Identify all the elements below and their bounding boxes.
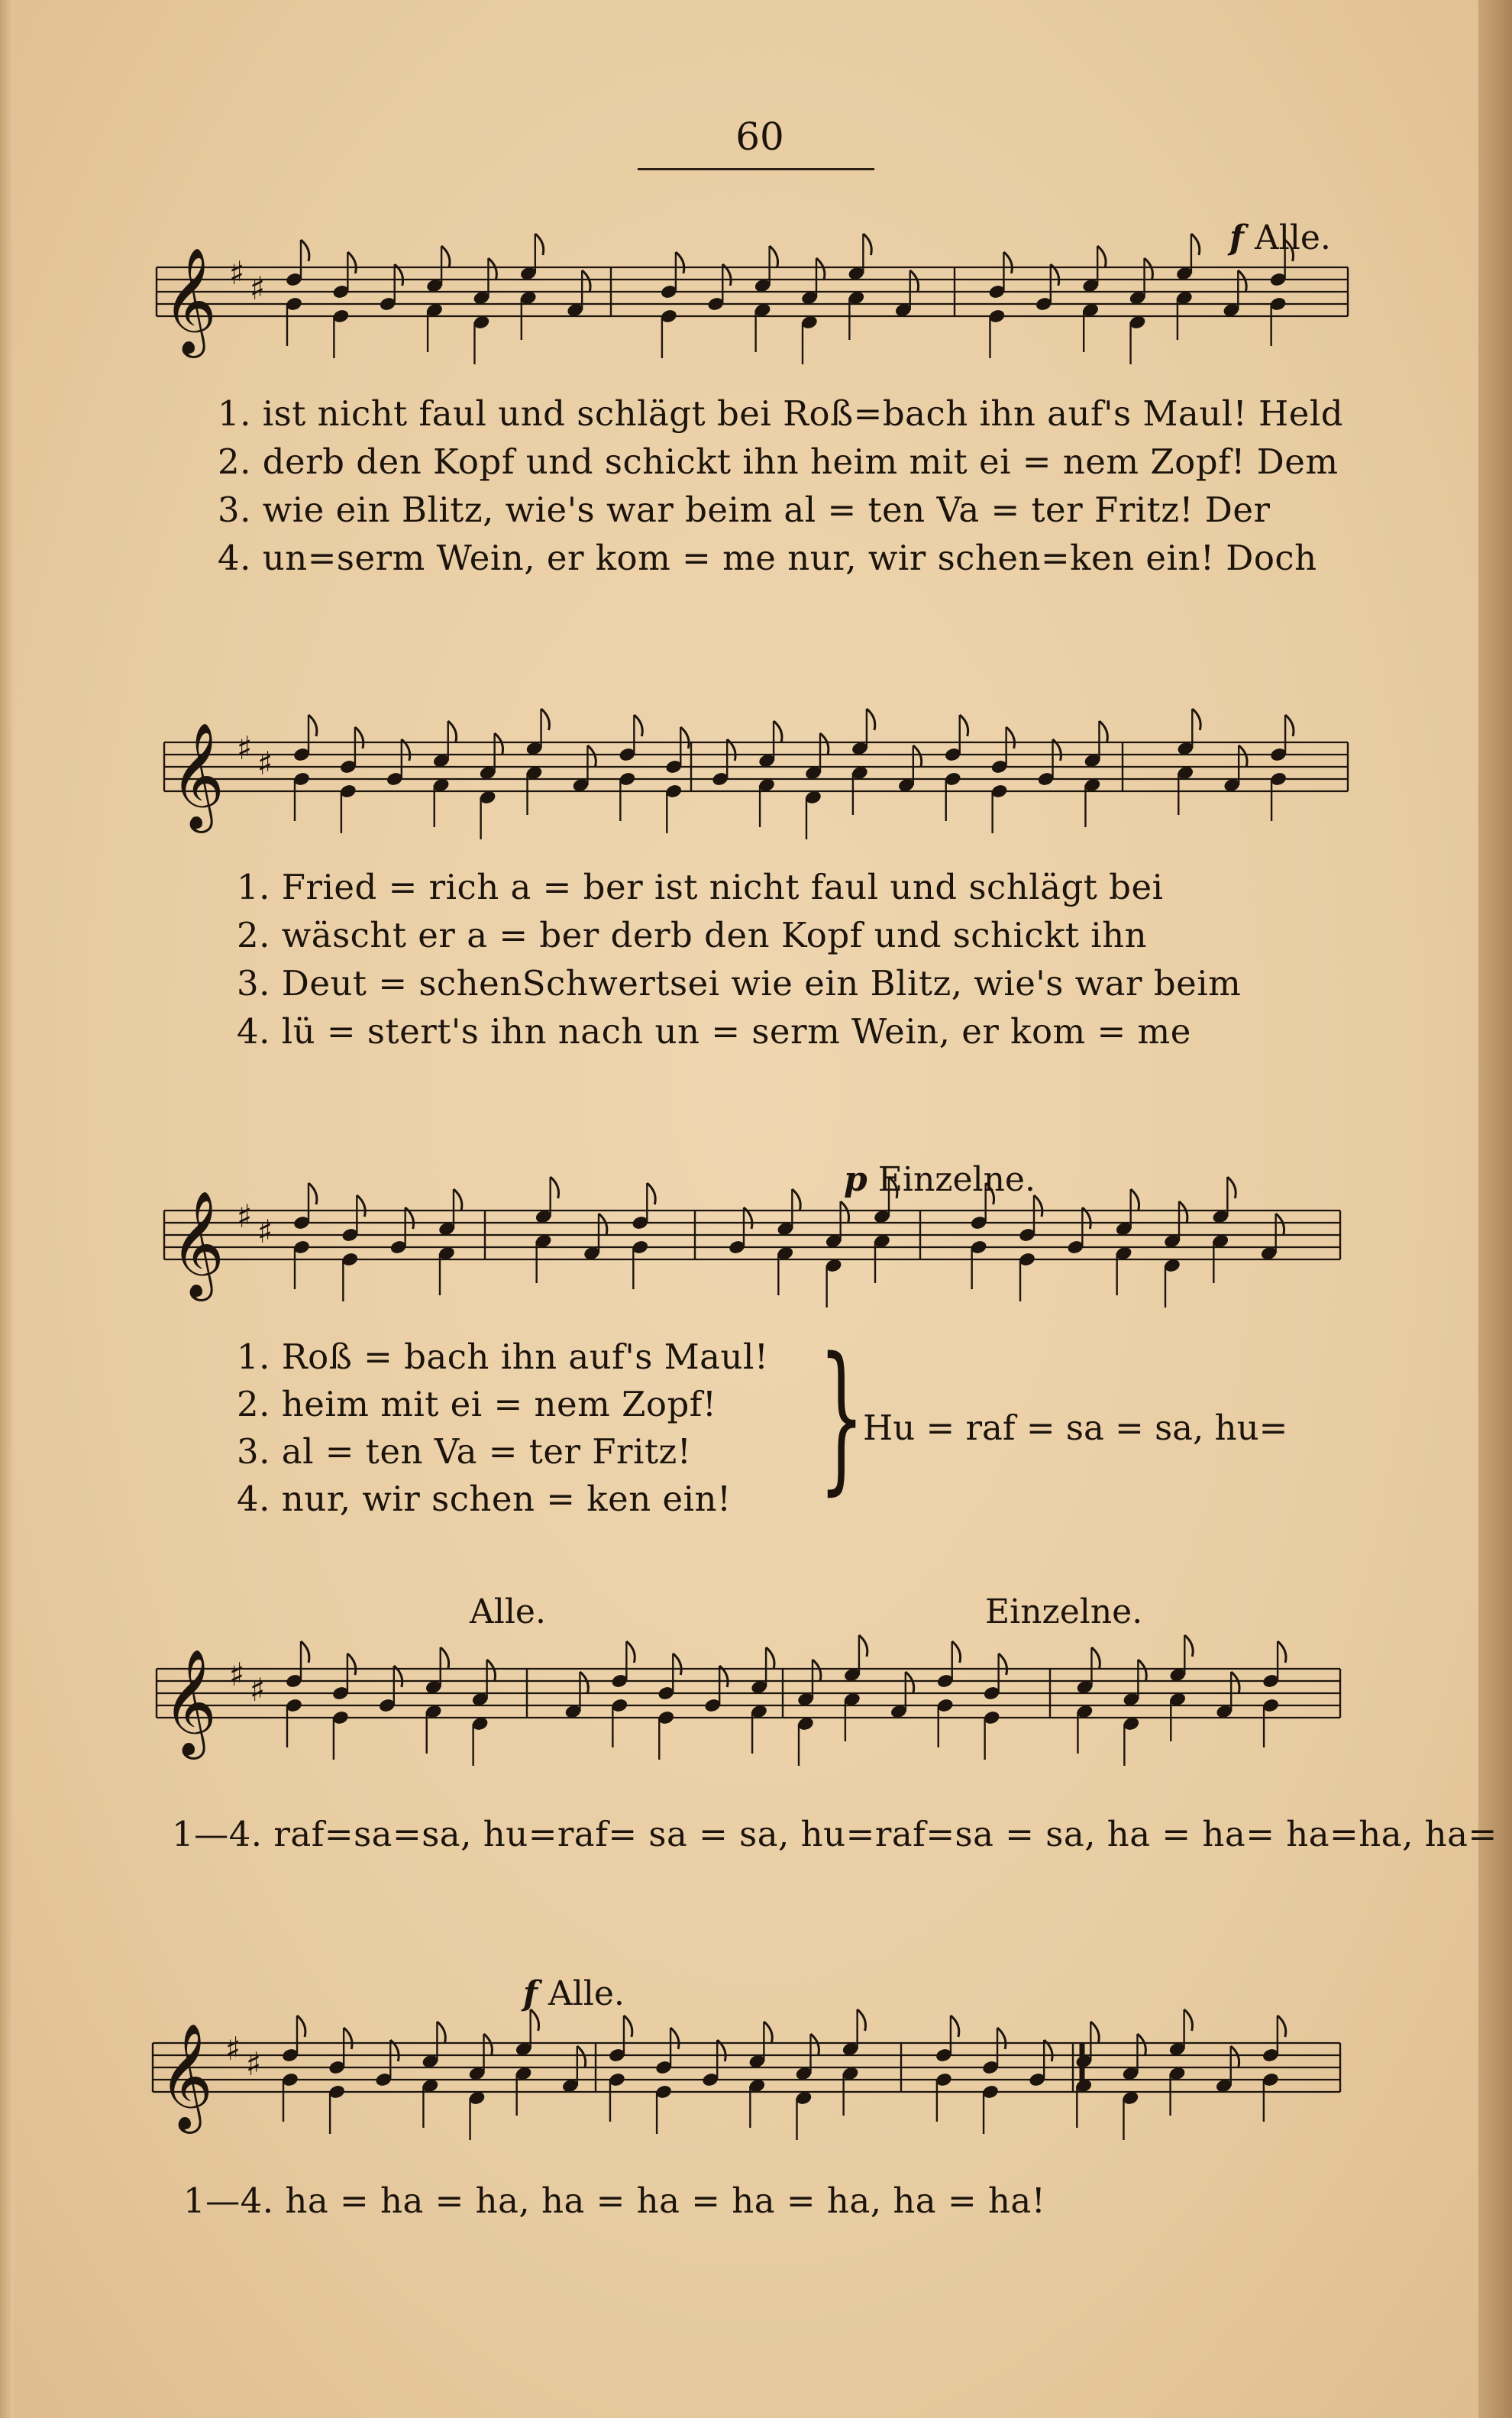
note-flag [1097, 246, 1106, 267]
sharp-sign: ♯ [257, 745, 273, 782]
note-flag [1184, 1635, 1193, 1657]
lyric-line: 2. wäscht er a = ber derb den Kopf und schickt ihn [237, 915, 1148, 955]
lyric-line: 1. ist nicht faul und schlägt bei Roß=bach ihn auf's Maul! Held [218, 393, 1344, 434]
dynamic-marking: p [844, 1160, 867, 1199]
note-flag [487, 1660, 496, 1681]
note-flag [1285, 715, 1294, 736]
note-flag [587, 745, 596, 767]
note-flag [1227, 1177, 1236, 1198]
note-flag [1278, 1641, 1286, 1663]
verse-brace: } [819, 1323, 865, 1510]
note-flag [624, 2016, 632, 2037]
note-flag [580, 1672, 588, 1693]
note-flag [820, 733, 829, 755]
note-flag [1192, 709, 1200, 730]
refrain-text: Hu = raf = sa = sa, hu= [863, 1408, 1288, 1448]
note-flag [355, 727, 363, 748]
music-system-5 [0, 1974, 1512, 2280]
lyric-line: 3. Deut = schenSchwertsei wie ein Blitz, wie's war beim [237, 963, 1242, 1004]
lyric-line: 1—4. raf=sa=sa, hu=raf= sa = sa, hu=raf=sa = sa, ha = ha= ha=ha, ha= [172, 1814, 1497, 1854]
note-flag [647, 1183, 655, 1204]
lyric-line: 3. wie ein Blitz, wie's war beim al = ten Va = ter Fritz! Der [218, 490, 1271, 530]
note-flag [1239, 745, 1247, 767]
note-flag [297, 2016, 305, 2037]
note-flag [437, 2022, 445, 2043]
sharp-sign: ♯ [246, 2045, 262, 2083]
note-flag [676, 252, 684, 273]
note-flag [1278, 2016, 1286, 2037]
note-flag [863, 234, 871, 255]
sharp-sign: ♯ [250, 270, 266, 307]
note-flag [551, 1177, 559, 1198]
note-flag [1138, 1660, 1146, 1681]
treble-clef: 𝄞 [170, 1191, 225, 1297]
note-flag [858, 2009, 866, 2031]
note-flag [841, 1201, 849, 1223]
note-flag [1276, 1214, 1284, 1235]
note-flag [535, 234, 544, 255]
page-number: 60 [735, 115, 784, 159]
lyric-line: 2. heim mit ei = nem Zopf! [237, 1384, 717, 1424]
lyric-line: 2. derb den Kopf und schickt ihn heim mit ei = nem Zopf! Dem [218, 441, 1339, 482]
note-flag [1231, 1672, 1239, 1693]
note-flag [813, 1660, 821, 1681]
note-flag [867, 709, 875, 730]
note-flag [1184, 2009, 1193, 2031]
note-flag [626, 1641, 635, 1663]
note-flag [309, 1183, 317, 1204]
note-flag [792, 1189, 800, 1211]
lyric-line: 4. lü = stert's ihn nach un = serm Wein, er kom = me [237, 1011, 1191, 1052]
note-flag [910, 270, 919, 292]
note-flag [1231, 2046, 1239, 2067]
note-flag [488, 258, 496, 280]
note-flag [952, 1641, 961, 1663]
treble-clef: 𝄞 [159, 2023, 213, 2129]
note-flag [766, 1647, 774, 1669]
note-flag [1099, 721, 1107, 742]
note-flag [1131, 1189, 1139, 1211]
note-flag [1091, 1647, 1100, 1669]
note-flag [1179, 1201, 1187, 1223]
direction-3 [844, 1160, 1035, 1199]
note-flag [441, 246, 450, 267]
note-flag [1145, 258, 1153, 280]
note-flag [495, 733, 503, 755]
note-flag [577, 2046, 586, 2067]
note-flag [811, 2034, 819, 2055]
sharp-sign: ♯ [237, 729, 253, 767]
note-flag [670, 2028, 679, 2049]
note-flag [1137, 2034, 1145, 2055]
direction-text: Einzelne. [877, 1160, 1035, 1199]
dynamic-marking: f [523, 1974, 538, 2013]
sharp-sign: ♯ [225, 2030, 241, 2067]
note-flag [448, 721, 457, 742]
lyric-line: 1. Roß = bach ihn auf's Maul! [237, 1337, 769, 1377]
note-flag [541, 709, 550, 730]
note-flag [997, 2028, 1006, 2049]
note-flag [347, 252, 356, 273]
treble-clef: 𝄞 [163, 247, 217, 354]
treble-clef: 𝄞 [163, 1649, 217, 1755]
direction-text: Alle. [1254, 218, 1331, 257]
sharp-sign: ♯ [229, 254, 245, 292]
note-flag [301, 240, 309, 261]
music-system-4 [0, 1592, 1512, 1913]
note-flag [816, 258, 825, 280]
note-flag [673, 1653, 681, 1675]
direction-5 [523, 1974, 625, 2013]
sharp-sign: ♯ [229, 1656, 245, 1693]
lyric-line: 1. Fried = rich a = ber ist nicht faul und schlägt bei [237, 867, 1164, 907]
note-flag [680, 727, 689, 748]
music-system-3 [0, 1157, 1512, 1554]
note-flag [859, 1635, 867, 1657]
sharp-sign: ♯ [257, 1213, 273, 1250]
note-flag [484, 2034, 493, 2055]
treble-clef: 𝄞 [170, 722, 225, 829]
page-number-rule [638, 168, 874, 170]
note-flag [454, 1189, 462, 1211]
sharp-sign: ♯ [250, 1671, 266, 1708]
direction-text-einzelne: Einzelne. [985, 1592, 1143, 1631]
note-flag [764, 2022, 772, 2043]
direction-text-alle: Alle. [470, 1592, 546, 1631]
lyric-line: 1—4. ha = ha = ha, ha = ha = ha = ha, ha = ha! [183, 2180, 1046, 2221]
note-flag [582, 270, 590, 292]
note-flag [357, 1195, 365, 1217]
note-flag [344, 2028, 352, 2049]
note-flag [1006, 727, 1015, 748]
note-flag [913, 745, 922, 767]
note-flag [999, 1653, 1007, 1675]
note-flag [1238, 270, 1246, 292]
music-system-1 [0, 206, 1512, 603]
note-flag [960, 715, 968, 736]
sharp-sign: ♯ [237, 1198, 253, 1235]
dynamic-marking: f [1229, 218, 1244, 257]
direction-text: Alle. [548, 1974, 625, 2013]
note-flag [951, 2016, 959, 2037]
lyric-line: 3. al = ten Va = ter Fritz! [237, 1431, 692, 1472]
direction-1 [1229, 218, 1331, 257]
note-flag [347, 1653, 356, 1675]
lyric-line: 4. nur, wir schen = ken ein! [237, 1479, 732, 1519]
staff-5 [0, 1974, 1512, 2203]
staff-4 [0, 1592, 1512, 1822]
note-flag [301, 1641, 309, 1663]
note-flag [599, 1214, 607, 1235]
note-flag [906, 1672, 914, 1693]
music-system-2 [0, 680, 1512, 1077]
note-flag [309, 715, 317, 736]
lyric-line: 4. un=serm Wein, er kom = me nur, wir schen=ken ein! Doch [218, 538, 1317, 578]
note-flag [774, 721, 782, 742]
note-flag [441, 1647, 449, 1669]
note-flag [634, 715, 642, 736]
note-flag [770, 246, 778, 267]
note-flag [1191, 234, 1200, 255]
note-flag [1090, 2022, 1099, 2043]
note-flag [1003, 252, 1012, 273]
